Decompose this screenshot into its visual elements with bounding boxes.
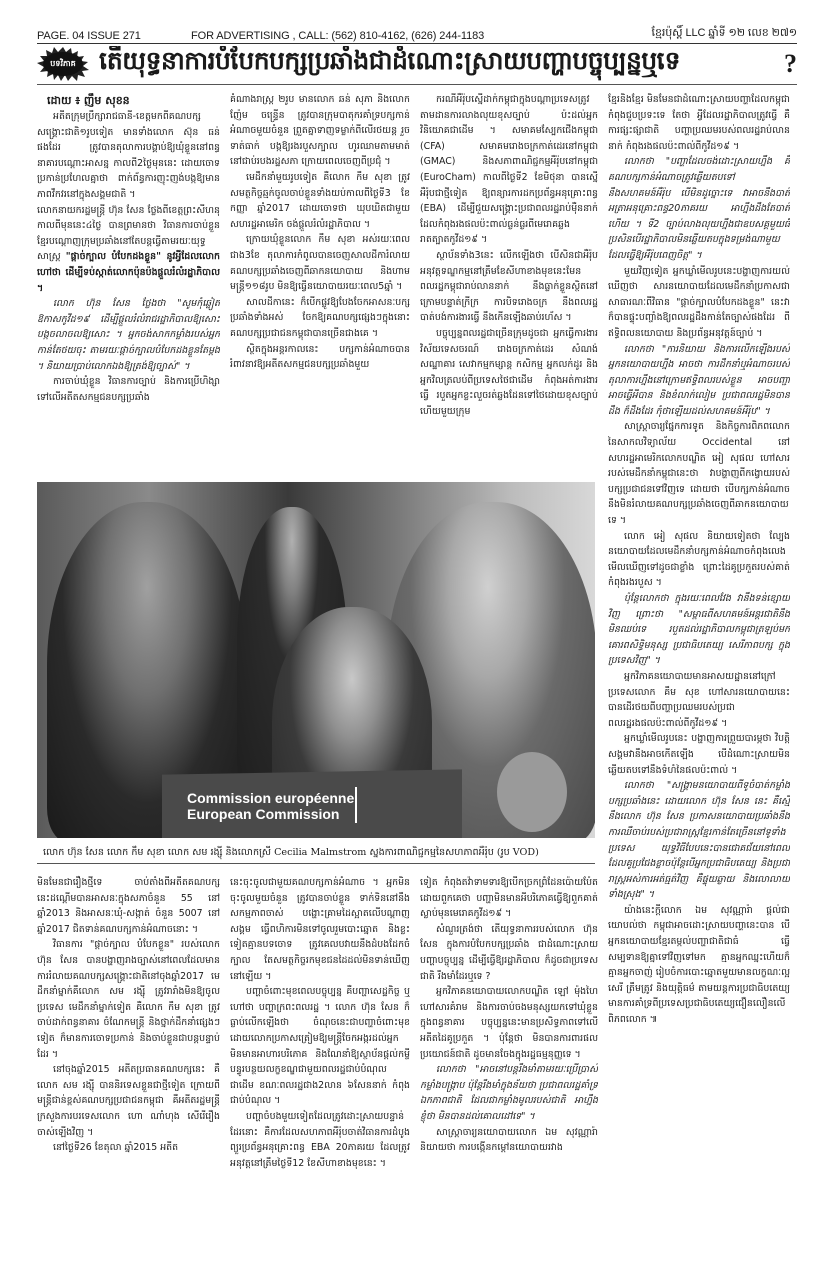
paragraph: សាស្ត្រាចារ្យផ្នែកការទូត និងកិច្ចការពិភពលោកនៃសាកលវិទ្យាល័យ Occidental នៅសហរដ្ឋអាមេរិកលោកបណ្ឌិត អៀ សុផល ហៅសាររបស់មេដឹកនាំកម្ពុជានេះថា វាបង្ហាញពីកង្វោយរបស់បក្សប្រជាជនទៅវិញទេ ដោយថា បើបក្សកាន់អំណាចនឹងមិនរំលាយគណបក្សប្រឆាំងចេញពីឆាកនយោបាយទេ ។ — [608, 421, 790, 527]
bold-quote: "ផ្តាច់ក្បាល បំបែកដងខ្លួន" នូវអ្វីដែលលោកហៅថា ដើម្បីទប់ស្កាត់លោកប៉ុនប៉ងផ្តួលរំលំរដ្ឋាភិបាល ។ — [37, 251, 220, 294]
headline-rule — [37, 84, 797, 85]
paragraph: គំណាងរាស្ត្រ ២រូប មានលោក ឆន់ សុភា និងលោក ញ៉ែម ចន្រ្ទើន ត្រូវបានក្រុមបាតុករគាំទ្របក្សកាន់អំណាចមួយចំនួន ព្រួតគ្នាទាញទម្លាក់ពីលើរថយន្ត រួចទាត់ធាក់ បង្កឱ្យរងរបួសក្បាល ហូរឈាមតាមមាត់ នៅជាប់របងរដ្ឋសភា ក្រោយពេលចេញពីប្រជុំ ។ — [230, 94, 410, 168]
paragraph: ក្រោយឃុំខ្លួនលោក កឹម សុខា អស់រយៈពេលជាង3ខែ តុលាការកំពូលបានចេញសាលដីការំលាយគណបក្សប្រឆាំងចេញពីឆាកនយោបាយ និងហាមមន្ត្រី១១៨រូប មិនឱ្យធ្វើនយោបាយរយៈពេល5ឆ្នាំ ។ — [230, 234, 410, 293]
podium-line-en: European Commission — [187, 806, 340, 822]
paragraph: អ្នកវិភាគនយោបាយលោកបណ្ឌិត ឡៅ ម៉ុងហៃ ហៅសារគំរាម និងការចាប់ចងមនុស្សយកទៅឃុំខ្លួនក្នុងពន្ធនាគារ បច្ចុប្បន្ននេះមានប្រសិទ្ធភាពទៅលើអតីតដៃគូប្រកួត ។ ប៉ុន្តែថា មិនបានការពារផលប្រយោជន៍ជាតិ ដូចមានចែងក្នុងរដ្ឋធម្មនុញ្ញទេ ។ — [420, 986, 598, 1060]
article-column-3-bottom — [420, 875, 598, 1265]
paragraph: នៅចុងឆ្នាំ2015 អតីតប្រធានគណបក្សនេះ គឺលោក សម រង្ស៊ី បាននិរទេសខ្លួនជាថ្មីទៀត ក្រោយពីមន្ត្រីជាន់ខ្ពស់គណបក្សប្រជាជនកម្ពុជា គឺអតីតរដ្ឋមន្ត្រីក្រសួងការបរទេសលោក ហោ ណាំហុង សើរើរឿងចាស់ឡើងវិញ ។ — [37, 1064, 220, 1138]
paragraph: បច្ចុប្បន្នពលរដ្ឋជាច្រើនក្រុមដូចជា អ្នកធ្វើការងារវិស័យទេសចរណ៍ រោងចក្រកាត់ដេរ សំណង់ សណ្ឋាគារ សេវាកម្មកម្សាន្ត កសិកម្ម អ្នកលក់ដូរ និងអ្នកវិលត្រលប់ពីប្រទេសថៃជាដើម កំពុងអត់ការងារធ្វើ របួតអ្នកខ្លះលួចរត់ឆ្លងដែនទៅថៃដោយខុសច្បាប់ ហើយមួយក្រុម — [420, 327, 598, 417]
paragraph: វិធានការ "ផ្តាច់ក្បាល បំបែកខ្លួន" របស់លោក ហ៊ុន សែន បានបង្ហាញរាងច្បាស់នៅពេលដែលមានការរំលាយគណបក្សសង្គ្រោះជាតិនៅចុងឆ្នាំ2017 មេដឹកនាំម្នាក់គឺលោក សម រង្ស៊ី ត្រូវរារាំងមិនឱ្យចូលប្រទេស មេដឹកនាំម្នាក់ទៀត គឺលោក កឹម សុខា ត្រូវចាប់ដាក់ពន្ធនាគារ ចំណែកមន្ត្រី និងថ្នាក់ដឹកនាំផ្សេងៗទៀត ក៏មានការចោទប្រកាន់ និងចាប់ខ្លួនជាបន្តបន្ទាប់ដែរ ។ — [37, 939, 220, 1060]
paragraph: បញ្ហាចំពោះមុខពេលបច្ចុប្បន្ន គឺបញ្ហាសេដ្ឋកិច្ច ឬហៅថា បញ្ហាក្រពះពលរដ្ឋ ។ លោក ហ៊ុន សែន ក៏ធ្លាប់លើកឡើងថា ចំណុចនេះជាបញ្ហាចំពោះមុខ ដោយលោកប្រកាសត្រៀមឱ្យមន្ត្រីចែកអង្ករដល់អ្នកមិនមានអាហារបរិភោគ និងណែនាំឱ្យស្ថាប័នផ្តល់កម្ចីបន្ធូរបន្ថយលក្ខខណ្ឌជាមួយពលរដ្ឋជាប់បំណុលជាដើម ខណៈពលរដ្ឋជាង2លាន ៦សែននាក់ កំពុងជាប់បំណុល ។ — [230, 986, 410, 1107]
photo-caption: លោក ហ៊ុន សែន លោក កឹម សុខា លោក សម រង្ស៊ី និងលោកស្រី Cecilia Malmstrom ស្នងការពាណិជ្ជកម្មនៃសហភាពអឺរ៉ុប (រូប VOD) — [37, 842, 595, 864]
article-column-1-top — [37, 92, 220, 477]
badge-label: បទវិភាគ — [50, 59, 76, 68]
masthead — [37, 22, 797, 42]
paragraph: អ្នកឃ្លាំមើលរូបនេះ បង្ហាញការព្រួយបារម្ភថា វិបត្តិសង្គមវានឹងអាចកើតឡើង បើដំណោះស្រាយមិនឆ្លើយតបទៅនឹងទំហំនៃផលប៉ះពាល់ ។ — [608, 733, 790, 776]
article-column-2-bottom — [230, 875, 410, 1265]
paragraph: នេះចុះចូលជាមួយគណបក្សកាន់អំណាច ។ អ្នកមិនចុះចូលមួយចំនួន ត្រូវបានចាប់ខ្លួន ទាក់ទិននៅនឹងសកម្មភាពចាស់ បង្ហោះគ្រាមដៃស្អាតលើបណ្តាញសង្គម ធ្វើពហិការមិនទៅចូលរួមបោះឆ្នោត និងខ្លះទៀតគ្មានបទចោទ ត្រូវគេលបវាយនឹងដំបងដែកចំក្បាល តែសមត្ថកិច្ចរកមុខជនដៃដល់មិនទាន់ឃើញនៅឡើយ ។ — [230, 877, 410, 982]
microphone — [497, 752, 567, 832]
paragraph: ខ្មែរនិងខ្មែរ មិនមែនជាដំណោះស្រាយបញ្ហាដែលកម្ពុជាកំពុងជួបប្រទះទេ តែថា អ្វីដែលរដ្ឋាភិបាលត្រូវធ្វើ គឺការផ្សះផ្សាជាតិ បញ្ហាប្រឈមរបស់ពលរដ្ឋរាប់លាននាក់ កំពុងរងផលប៉ះពាល់ពីកូវីដ១៩ ។ — [608, 94, 790, 152]
paragraph: សាលដីកានេះ ក៏បើកផ្លូវឱ្យបែងចែកអាសនៈបក្សប្រឆាំងទាំងអស់ ចែកឱ្យគណបក្សផ្សេងៗក្នុងនោះ គណបក្សប្រជាជនកម្ពុជាបានច្រើនជាងគេ ។ — [230, 296, 410, 339]
paragraph: ការចាប់ឃុំខ្លួន វិធានការច្បាប់ និងការប្រើហិង្សាទៅលើអតីតសកម្មជនបក្សប្រឆាំង — [37, 376, 220, 403]
paragraph: ស្ថាប័នទាំង3នេះ លើកឡើងថា បើសិនជាអឺរ៉ុបអនុវត្តទណ្ឌកម្មនៅត្រឹមខែសីហាខាងមុខនេះមែន ពលរដ្ឋកម្ពុជារាប់លាននាក់ នឹងធ្លាក់ខ្លួនស្ថិតនៅក្រោមបន្ទាត់ក្រីក្រ ការបិទរោងចក្រ នឹងពលរដ្ឋបាត់បង់ការងារធ្វើ នឹងកើនឡើងឆាប់រហ័ស ។ — [420, 249, 598, 324]
paragraph: ស្ថិតក្នុងអន្តរកាលនេះ បក្សកាន់អំណាចបានរំពាវនាវឱ្យអតីតសកម្មជនបក្សប្រឆាំងមួយ — [230, 343, 410, 371]
advertising-contact: FOR ADVERTISING , CALL: (562) 810-4162, (626) 244-1183 — [191, 30, 485, 42]
paragraph: លោកថា "សង្គ្រាមនយោបាយពីទូចំបាត់កម្លាំងបក្សប្រឆាំងនេះ ដោយលោក ហ៊ុន សែន នេះ គឺស្មើនឹងលោក ហ៊ុន សែន ប្រកាសនយោបាយប្រឆាំងនឹងការឈឺចាប់របស់ប្រជារាស្ត្រខ្មែរកាន់តែច្រើននៅទូទាំងប្រទេស យុទ្ធវិធីបែបនេះបានជោគជ័យនៅពេលដែលគូប្រជែងខ្លាចប៉ុន្តែបើអ្នកប្រជាធិបតេយ្យ និងប្រជារាស្ត្រអស់ការអត់ធ្មត់វិញ គឺផ្ទុយឆ្ងាយ និងលោលាយទាំងស្រុង" ។ — [608, 780, 790, 901]
headline-row — [37, 45, 797, 83]
article-photo — [37, 482, 595, 838]
page-issue: PAGE. 04 ISSUE 271 — [37, 30, 141, 42]
paragraph: លោកថា "បញ្ហាដែលចង់ដោះស្រាយហ្នឹង គឺគណបក្សកាន់អំណាចត្រូវឆ្លើយតបទៅនឹងសហគមន៍អឺរ៉ុប បើមិនដូច្នោះទេ វាអាចនឹងបាត់អត្រាអនុគ្រោះពន្ធ20ភាគរយ អាហ្នឹងដឹងតែបាត់ហើយ ។ ទី2 ច្បាប់លាងលុយហ្នឹងជាឧបសគ្គមួយធំ ប្រសិនបើរដ្ឋាភិបាលមិនឆ្លើយតបក្នុងទម្រង់ណាមួយដែលធ្វើឱ្យអឺរ៉ុបពេញចិត្ត" ។ — [608, 156, 790, 261]
paragraph: អ្នកវិភាគនយោបាយមានអាសយដ្ឋាននៅក្រៅប្រទេសលោក គឹម សុខ ហៅសារនយោបាយនេះ បានដើរថយពីបញ្ហាប្រឈមរបស់ប្រជាពលរដ្ឋរងផលប៉ះពាល់ពីកូវីដ១៩ ។ — [608, 670, 790, 729]
paragraph: បញ្ហាចំបងមួយទៀតដែលត្រូវដោះស្រាយបន្ទាន់ដែរនោះ គឺការដែលសហភាពអឺរ៉ុបចាត់វិធានការដំបូងព្យួរប្រព័ន្ធអនុគ្រោះពន្ធ EBA 20ភាគរយ ដែលត្រូវអនុវត្តនៅត្រឹមថ្ងៃទី12 ខែសីហាខាងមុខនេះ ។ — [230, 1110, 410, 1169]
paragraph: មេដឹកនាំមួយរូបទៀត គឺលោក កឹម សុខា ត្រូវសមត្ថកិច្ចឆ្មក់ចូលចាប់ខ្លួនទាំងយប់កាលពីថ្ងៃទី3 ខែកញ្ញា ឆ្នាំ2017 ដោយចោទថា ឃុបឃិតជាមួយសហរដ្ឋអាមេរិក ចង់ផ្តួលរំលំរដ្ឋាភិបាល ។ — [230, 171, 410, 230]
article-column-1-bottom — [37, 875, 220, 1265]
paragraph: លោក ហ៊ុន សែន ថ្លែងថា "សូមកុំឆ្លៀតឱកាសកូវីដ១៩ ដើម្បីផ្តួលរំលំរាជរដ្ឋាភិបាលឱ្យសោះ បង្កចលាចលឱ្យសោះ ។ អ្នកចង់សាកកម្លាំងរបស់អ្នកកាន់តែថយចុះ តាមរយៈផ្តាច់ក្បាលបំបែកដងខ្លួនតែម្តង ។ និយាយប្រាប់លោកឯងឱ្យត្រង់ឱ្យច្បាស់" ។ — [37, 298, 220, 372]
paragraph: លោកនាយករដ្ឋមន្ត្រី ហ៊ុន សែន ថ្លែងពីខេត្តព្រះសីហនុ កាលពីមុននេះ៤ថ្ងៃ បានព្រមានថា វិធានការចាប់ខ្លួនខ្មែរបណ្តោញក្រុមប្រឆាំងនៅតែបន្តធ្វើតាមរយៈយុទ្ធសាស្ត្រ — [37, 204, 220, 263]
paragraph: ទៀត កំពុងតវ៉ាទាមទារឱ្យបើកច្រកព្រំដែនប៉ោយប៉ែត ដោយពួកគេថា បញ្ហាមិនមានអីបរិភោគធ្វើឱ្យពួកគាត់ស្លាប់មុនមេរោគកូវីដ១៩ ។ — [420, 877, 598, 920]
podium-line-fr: Commission européenne — [187, 790, 355, 806]
headline: តើយុទ្ធនាការបំបែកបក្សប្រឆាំងជាដំណោះស្រាយបញ្ហាបច្ចុប្បន្នឬទេ — [99, 46, 680, 75]
headline-question-mark: ? — [784, 49, 797, 78]
publication-brand: ខ្មែរប៉ុស្តិ៍ LLC ឆ្នាំទី ១២ លេខ ២៧១ — [651, 27, 797, 39]
paragraph: លោកថា "អាចនៅបន្តរឹងមាំតាមរយៈប្រើប្រាស់កម្លាំងបង្ក្រាប ប៉ុន្តែរឹងមាំក្នុងន័យថា ប្រជាពលរដ្ឋគាំទ្រ ឯកភាពជាតិ ដែលជាកម្លាំងមូលរបស់ជាតិ អាហ្នឹងខ្ញុំថា មិនបានដល់គោលដៅទេ" ។ — [420, 1064, 598, 1122]
paragraph: លោក អៀ សុផល និយាយទៀតថា ល្បែងនយោបាយដែលមេដឹកនាំបក្សកាន់អំណាចកំពុងលេង មើលឃើញទៅដូចជាខ្លាំង ព្រោះដៃគូប្រកួតរបស់គាត់កំពុងរងរបួស ។ — [608, 530, 790, 589]
paragraph: ប៉ុន្តែលោកថា ក្នុងរយៈពេលវែង វានឹងទន់ខ្សោយវិញ ព្រោះថា "សម្ពាធពីសហគមន៍អន្តរជាតិនឹងមិនឈប់ទេ របួតដល់រដ្ឋាភិបាលកម្ពុជាត្រឡប់មកគោរពសិទ្ធិមនុស្ស ប្រជាធិបតេយ្យ សេរីភាពបក្ស ក្នុងប្រទេសវិញ" ។ — [608, 593, 790, 667]
podium-sign — [187, 790, 354, 822]
byline: ដោយ ៖ ញឹម សុខន — [47, 94, 130, 107]
analysis-badge — [37, 47, 89, 81]
paragraph: នៅថ្ងៃទី26 ខែតុលា ឆ្នាំ2015 អតីត — [53, 1142, 179, 1154]
podium-divider — [355, 787, 357, 823]
paragraph: មិនមែនជារឿងថ្មីទេ ចាប់តាំងពីអតីតគណបក្សនេះដណ្តើមបានអាសនៈក្នុងសភាចំនួន 55 នៅឆ្នាំ2013 និងអាសនៈឃុំ-សង្កាត់ ចំនួន 5007 នៅឆ្នាំ2017 ជិតទាន់គណបក្សកាន់អំណាចនោះ ។ — [37, 877, 220, 935]
article-column-3-top — [420, 92, 598, 477]
paragraph: លោកថា "ការនិយាយ និងការលើកឡើងរបស់អ្នកនយោបាយហ្នឹង អាចថា ការដឹកនាំឬអំណាចរបស់តុលាការហ្នឹងនៅក្រោមឥទ្ធិពលរបស់ខ្លួន អាចបញ្ជា អាចធ្វើអីបាន និងខំលាក់លៀម ប្រជាពលរដ្ឋមិនបានដឹង ក៏ដឹងដែរ កុំថាឡើយដល់សហគមន៍អឺរ៉ុប" ។ — [608, 343, 790, 417]
paragraph: យ៉ាងនេះក្តីលោក ឯម សុវណ្ណារ៉ា ផ្តល់ជាយោបល់ថា កម្ពុជាអាចដោះស្រាយបញ្ហានេះបាន បើអ្នកនយោបាយខ្មែរតម្កល់បញ្ហាជាតិជាធំ ធ្វើសម្បទានឱ្យគ្នាទៅវិញទៅមក គ្មានអ្នកឈ្នះហើយក៏គ្មានអ្នកចាញ់ រៀបចំការបោះឆ្នោតមួយមានលក្ខណៈល្អសេរី ត្រឹមត្រូវ និងយុត្តិធម៌ តាមយន្តការប្រជាធិបតេយ្យ មានការគាំទ្រពីប្រទេសប្រជាធិបតេយ្យជឿនលឿនលើពិភពលោក ៕ — [608, 904, 790, 1026]
article-column-4 — [608, 92, 790, 1262]
masthead-rule — [37, 43, 797, 44]
paragraph: សាស្ត្រាចារ្យនយោបាយលោក ឯម សុវណ្ណារ៉ា និយាយថា ការបង្កើនកម្តៅនយោបាយរវាង — [420, 1126, 598, 1154]
paragraph: ករណីអឺរ៉ុបស្នើដាក់កម្ពុជាក្នុងបណ្តាប្រទេសត្រូវតាមដានការលាងលុយខុសច្បាប់ ប៉ះដល់អ្នកវិនិយោគជាដើម ។ សមាគមស្បែកជើងកម្ពុជា (CFA) សមាគមរោងចក្រកាត់ដេរនៅកម្ពុជា (GMAC) និងសភាពាណិជ្ជកម្មអឺរ៉ុបនៅកម្ពុជា (EuroCham) កាលពីថ្ងៃទី2 ខែមិថុនា បានស្នើអឺរ៉ុបជាថ្មីទៀត ឱ្យពន្យារការដកប្រព័ន្ធអនុគ្រោះពន្ធ (EBA) ដើម្បីជួយសង្គ្រោះប្រជាពលរដ្ឋរាប់ម៉ឺននាក់ ដែលកំពុងរងផលប៉ះពាល់ធ្ងន់ធ្ងរពីមេរោគឆ្លងរាតត្បាតកូវីដ១៩ ។ — [420, 94, 598, 246]
paragraph: អតីតក្រុមប្រឹក្សារាជធានី-ខេត្តមកពីគណបក្សសង្គ្រោះជាតិ១រូបទៀត មានទាំងលោក ស៊ុន ធន់ ផងដែរ ត្រូវបានតុលាការបង្គាប់ឱ្យឃុំខ្លួននៅពន្ធនាគារបណ្តោះអាសន្ន កាលពី2ថ្ងៃមុននេះ ដោយចោទប្រកាន់ប្រហែលគ្នាថា ពាក់ព័ន្ធការញុះញង់បង្កឱ្យមានភាពវឹកវរនៅក្នុងសង្គមជាតិ ។ — [37, 111, 220, 200]
paragraph: សំណួរត្រង់ថា តើយុទ្ធនាការរបស់លោក ហ៊ុន សែន ក្នុងការបំបែកបក្សប្រឆាំង ជាដំណោះស្រាយបញ្ហាបច្ចុប្បន្ន ដើម្បីធ្វើឱ្យរដ្ឋាភិបាល ក៏ដូចជាប្រទេសជាតិ រឹងមាំដែរឬទេ ? — [420, 923, 598, 982]
paragraph: មួយវិញទៀត អ្នកឃ្លាំមើលរូបនេះបង្ហាញការយល់ឃើញថា សារនយោបាយដែលមេដឹកនាំប្រកាសជាសាធារណៈពីវិធាន "ផ្តាច់ក្បាលបំបែកដងខ្លួន" នេះវាក៏បានផ្ទុះបញ្ចាំងឱ្យពលរដ្ឋដឹងកាន់តែច្បាស់ផងដែរ ពីឥទ្ធិពលនយោបាយ និងប្រព័ន្ធអនុវត្តន៍ច្បាប់ ។ — [608, 265, 790, 339]
article-column-2-top — [230, 92, 410, 477]
